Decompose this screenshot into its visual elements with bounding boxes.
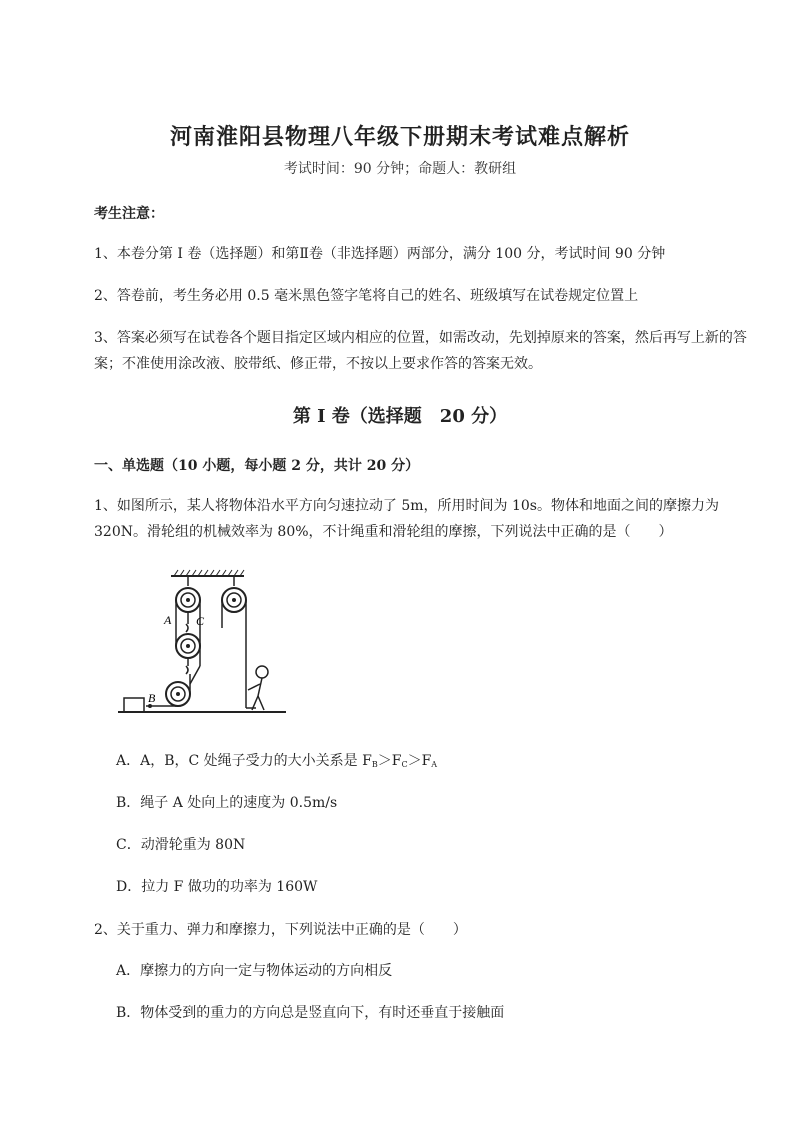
subscript-a: A (431, 760, 438, 769)
notice-item-1: 1、本卷分第 I 卷（选择题）和第Ⅱ卷（非选择题）两部分，满分 100 分，考试时间 90 分钟 (94, 246, 666, 262)
subscript-c: C (401, 760, 408, 769)
q1-option-c: C．动滑轮重为 80N (116, 837, 246, 853)
block (124, 698, 144, 712)
q1-option-a (116, 750, 437, 770)
q2-option-a: A．摩擦力的方向一定与物体运动的方向相反 (116, 963, 393, 979)
label-a: A (164, 613, 172, 627)
q1-option-b: B．绳子 A 处向上的速度为 0.5m/s (116, 795, 338, 811)
question-1-stem: 1、如图所示，某人将物体沿水平方向匀速拉动了 5m，所用时间为 10s。物体和地面之间的摩擦力为 320N。滑轮组的机械效率为 80%，不计绳重和滑轮组的摩擦，下列说法中正确的是（ ） (94, 498, 719, 540)
exam-subtitle: 考试时间：90 分钟；命题人：教研组 (283, 161, 517, 177)
question-group-heading: 一、单选题（10 小题，每小题 2 分，共计 20 分） (94, 458, 420, 474)
q1-option-d: D．拉力 F 做功的功率为 160W (116, 879, 318, 895)
label-c: C (196, 614, 205, 628)
notice-heading: 考生注意： (94, 206, 164, 222)
q2-option-b: B．物体受到的重力的方向总是竖直向下，有时还垂直于接触面 (116, 1005, 505, 1021)
q1-option-a-text: A．A，B，C 处绳子受力的大小关系是 F (116, 753, 372, 769)
pulley-system-figure (116, 568, 316, 723)
fixed-pulley-left (176, 588, 200, 612)
notice-item-3: 3、答案必须写在试卷各个题目指定区域内相应的位置，如需改动，先划掉原来的答案，然后再写上新的答案；不准使用涂改液、胶带纸、修正带，不按以上要求作答的答案无效。 (94, 330, 747, 372)
subscript-b: B (371, 760, 378, 769)
q1-option-a-text-3: ＞F (407, 753, 432, 769)
exam-title: 河南淮阳县物理八年级下册期末考试难点解析 (169, 124, 630, 150)
fixed-pulley-right (222, 588, 246, 612)
label-b: B (148, 691, 156, 705)
q1-option-a-text-2: ＞F (377, 753, 402, 769)
section-title: 第 I 卷（选择题 20 分） (292, 406, 508, 427)
middle-pulley (176, 634, 200, 658)
notice-item-2: 2、答卷前，考生务必用 0.5 毫米黑色签字笔将自己的姓名、班级填写在试卷规定位置上 (94, 288, 639, 304)
person-figure (248, 666, 268, 710)
bottom-pulley (166, 682, 190, 706)
question-2-stem: 2、关于重力、弹力和摩擦力，下列说法中正确的是（ ） (94, 922, 467, 938)
